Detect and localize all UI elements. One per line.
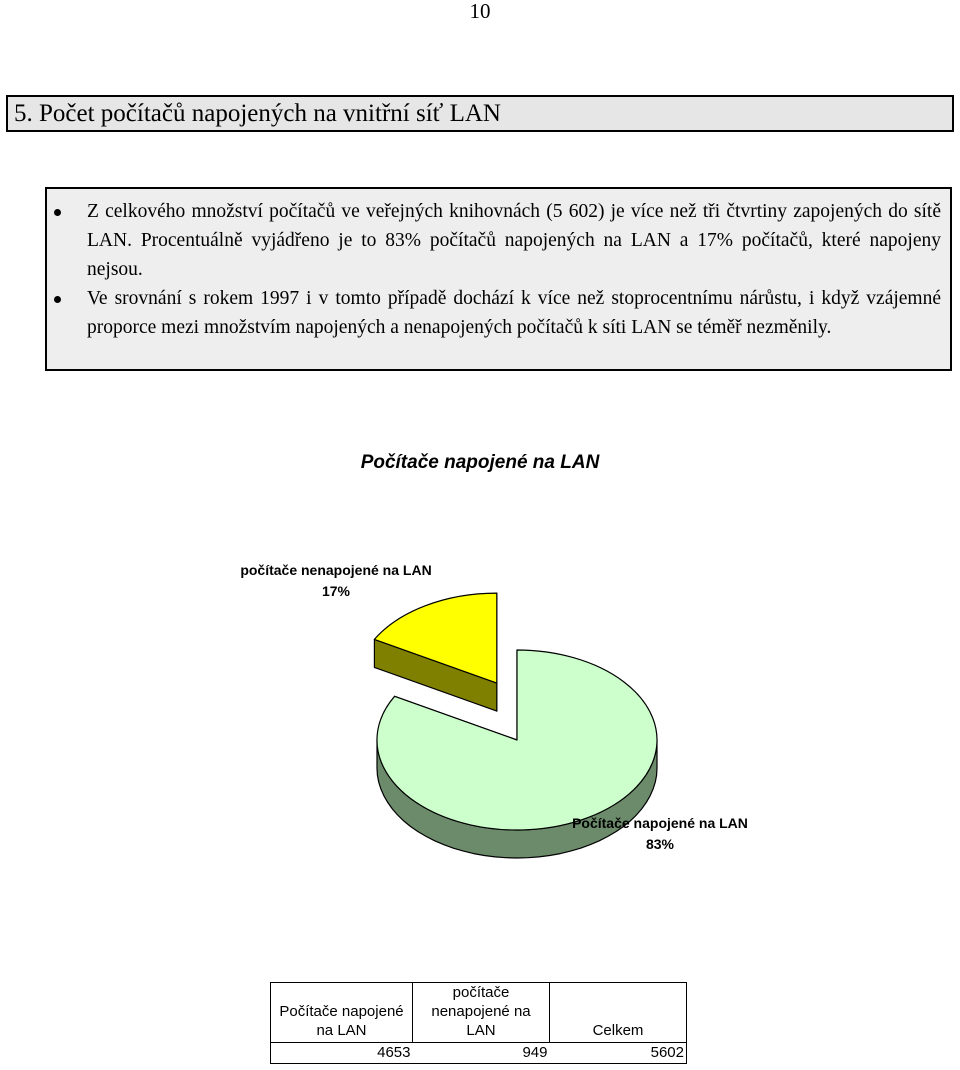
page-number: 10: [469, 0, 491, 23]
slice-label-connected: [560, 813, 760, 855]
summary-text: Ve srovnání s rokem 1997 i v tomto případě dochází k více než stoprocentnímu nárůstu, i když vzájemné proporce mezi množstvím napojených a nenapojených počítačů k síti LAN se téměř nezměnily.: [87, 288, 941, 338]
slice-label-percent: 17%: [321, 583, 351, 599]
table-header-row: [271, 983, 687, 1043]
slice-label-percent: 83%: [645, 836, 675, 852]
summary-text: Z celkového množství počítačů ve veřejných knihovnách (5 602) je více než tři čtvrtiny zapojených do sítě LAN. Procentuálně vyjádřeno je to 83% počítačů napojených na LAN a 17% počítačů, které napojeny nejsou.: [87, 201, 941, 280]
table-row: [271, 1043, 687, 1064]
table-header-unconnected: počítače nenapojené na LAN: [413, 983, 550, 1043]
chart-title: Počítače napojené na LAN: [360, 452, 600, 473]
slice-label-unconnected: [236, 560, 436, 602]
table-cell-connected: 4653: [271, 1043, 413, 1064]
data-table: [270, 982, 687, 1064]
slice-label-name: Počítače napojené na LAN: [572, 815, 748, 831]
slice-label-name: počítače nenapojené na LAN: [240, 562, 432, 578]
table-header-connected: Počítače napojené na LAN: [271, 983, 413, 1043]
table-header-total: Celkem: [550, 983, 687, 1043]
table-cell-total: 5602: [550, 1043, 687, 1064]
section-heading: 5. Počet počítačů napojených na vnitřní síť LAN: [6, 95, 954, 132]
table-cell-unconnected: 949: [413, 1043, 550, 1064]
